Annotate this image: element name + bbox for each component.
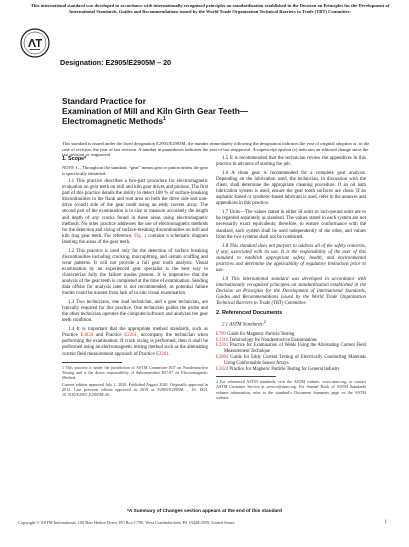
document-title — [62, 96, 262, 127]
left-column — [62, 156, 208, 399]
reference-list — [216, 332, 366, 373]
ref-code-link[interactable]: E2884 — [216, 354, 229, 360]
ref-link-e3024[interactable]: E3024 — [80, 333, 94, 339]
copyright-notice: Copyright © ASTM International, 100 Barr Harbor Drive, PO Box C700, West Conshohocken, PA 19428-2959. United States — [18, 520, 235, 525]
issued-under-note: This standard is issued under the fixed designation E2905/E2905M; the number immediately following the designation indicates the year of original adoption or, in the case of revision, the year of last revision. A number in parentheses indicates the year of last reapproval. A superscript epsilon (ε) indicates an editorial change since the last revision or reapproval. — [62, 141, 370, 158]
footnote-2: 2 For referenced ASTM standards, visit the ASTM website, www.astm.org, or contact ASTM Customer Service at service@astm.org. For Annual Book of ASTM Standards volume information, refer to the standard’s Document Summary page on the ASTM website. — [216, 379, 366, 400]
ref-code-link[interactable]: E709 — [216, 331, 226, 337]
ref-link-e2261-second[interactable]: E2261 — [155, 351, 169, 357]
astm-standards-subheading: 2.1 ASTM Standards:$^2$ — [222, 319, 267, 328]
footnote-edition: Current edition approved July 1, 2020. Published August 2020. Originally approved in 2012. Last previous edition approved in 2019 as E2905/E2905M – 19. DOI: 10.1520/E2905_E2905M-20. — [62, 381, 208, 398]
paragraph-1-3: 1.3 Two technicians, one lead technician, and a gear technician, are typically required for this practice. One technician guides the probe and the other technician operates the computer/software and analyzes the gear teeth condition. — [62, 300, 208, 324]
ref-code-link[interactable]: E2261 — [216, 343, 229, 349]
ref-code-link[interactable]: E3024 — [216, 366, 229, 372]
footnote-divider — [62, 362, 122, 363]
paragraph-1-7: 1.7 Units—The values stated in either SI units or inch-pound units are to be regarded separately as standard. The values stated in each system are not necessarily exact equivalents; therefore, to ensure conformance with the standard, each system shall be used independently of the other, and values from the two systems shall not be combined. — [216, 210, 366, 240]
ref-code-link[interactable]: E1316 — [216, 337, 229, 343]
paragraph-1-5: 1.5 It is recommended that the technician review the appendixes in this practice in advance of starting the job. — [216, 156, 366, 168]
reference-item: E1316 Terminology for Nondestructive Examinations — [216, 337, 317, 343]
paragraph-1-4: 1.4 It is important that the appropriate method standards, such as Practice E3024 and Practice E2261, accompany the technician when performing the examination. If crack sizing is performed, then it shall be performed using an electromagnetic testing method such as the alternating current field measurement approach of Practice E2261. — [62, 327, 208, 357]
title-line-2: Examination of Mill and Kiln Girth Gear Teeth— — [62, 106, 249, 117]
summary-of-changes-note: *A Summary of Changes section appears at the end of this standard — [127, 509, 282, 514]
reference-item: E2884 Guide for Eddy Current Testing of Electrically Conducting Materials Using Conformable Sensor Arrays — [216, 354, 366, 366]
figure-1-link[interactable]: Fig. 1 — [134, 233, 147, 239]
paragraph-1-6: 1.6 A clean gear is recommended for a complete gear analysis. Depending on the lubrication used, the technician, in discussion with the client, shall determine the appropriate cleaning procedure. If an oil bath lubrication system is used, ensure the gear tooth surfaces are clean. If an asphaltic-based or synthetic-based lubricant is used, refer to the annexes and appendices in this practice. — [216, 171, 366, 207]
title-footnote-mark: 1 — [162, 116, 166, 123]
ref-link-e2261[interactable]: E2261 — [124, 333, 137, 339]
paragraph-1-1: 1.1 This practice describes a two-part procedure for electromagnetic evaluation on gear teeth on mill and kiln gear drives and pinions. The first part of this practice details the ability to detect 100 % of surface-breaking discontinuities in the flank and root area on both the drive side and non-drive (coast) side of the gear tooth using an eddy current array. The second part of the examination is to size or measure accurately the length and depth of any cracks found in these areas using electromagnetic methods. No other practice addresses the use of electromagnetic methods for the detection and sizing of surface-breaking discontinuities on mill and kiln ring gear teeth. For reference, Fig. 1 contains a schematic diagram labeling the areas of the gear teeth. — [62, 179, 208, 245]
footnote-divider — [216, 376, 276, 377]
section-heading-referenced-documents: 2. Referenced Documents — [216, 310, 283, 317]
astm-logo-icon — [20, 28, 50, 58]
international-standard-notice: This international standard was developed in accordance with internationally recognized principles on standardization established in the Decision on Principles for the Development of International Standards, Guides and Recommendations issued by the World Trade Organization Technical Barriers to Trade (TBT) Committee. — [30, 3, 390, 14]
reference-item: E3024 Practice for Magnetic Particle Testing for General Industry — [216, 366, 340, 372]
paragraph-1-9: 1.9 This international standard was developed in accordance with internationally recognized principles on standardization established in the Decision on Principles for the Development of International Standards, Guides and Recommendations issued by the World Trade Organization Technical Barriers to Trade (TBT) Committee. — [216, 276, 366, 307]
reference-item: E2261 Practice for Examination of Welds Using the Alternating Current Field Measurement Technique — [216, 343, 366, 355]
footnote-1: 1 This practice is under the jurisdiction of ASTM Committee E07 on Nondestructive Testing and is the direct responsibility of Subcommittee E07.07 on Electromagnetic Method. — [62, 364, 208, 380]
subheading-footnote-mark: 2 — [263, 319, 267, 325]
paragraph-1-8: 1.8 This standard does not purport to address all of the safety concerns, if any, associated with its use. It is the responsibility of the user of this standard to establish appropriate safety, health, and environmental practices and determine the applicability of regulatory limitations prior to use. — [216, 243, 366, 273]
title-line-3: Electromagnetic Methods$^1$ — [62, 116, 166, 127]
page-number: 1 — [384, 520, 387, 525]
section-heading-scope: 1. Scope* — [62, 156, 87, 162]
paragraph-1-2: 1.2 This practice is used only for the detection of surface breaking discontinuities including cracking, macropitting, and certain scuffing and wear patterns. It will not provide a full gear tooth analysis. Visual examination by an experienced gear specialist is the best way to characterize fully the failure modes present. It is imperative that the analysis of the gear teeth is completed at the time of examination. Sending data offsite for analysis later is not recommended, as potential failure modes could be missed from lack of in-situ visual examination. — [62, 248, 208, 297]
reference-item: E709 Guide for Magnetic Particle Testing — [216, 331, 295, 337]
title-line-1: Standard Practice for — [62, 96, 146, 106]
right-column — [216, 156, 366, 402]
designation: Designation: E2905/E2905M – 20 — [60, 58, 172, 67]
note-1: NOTE 1—Throughout the standard, “gear” means gear or pinion unless the gear is specifically identified. — [62, 165, 208, 176]
